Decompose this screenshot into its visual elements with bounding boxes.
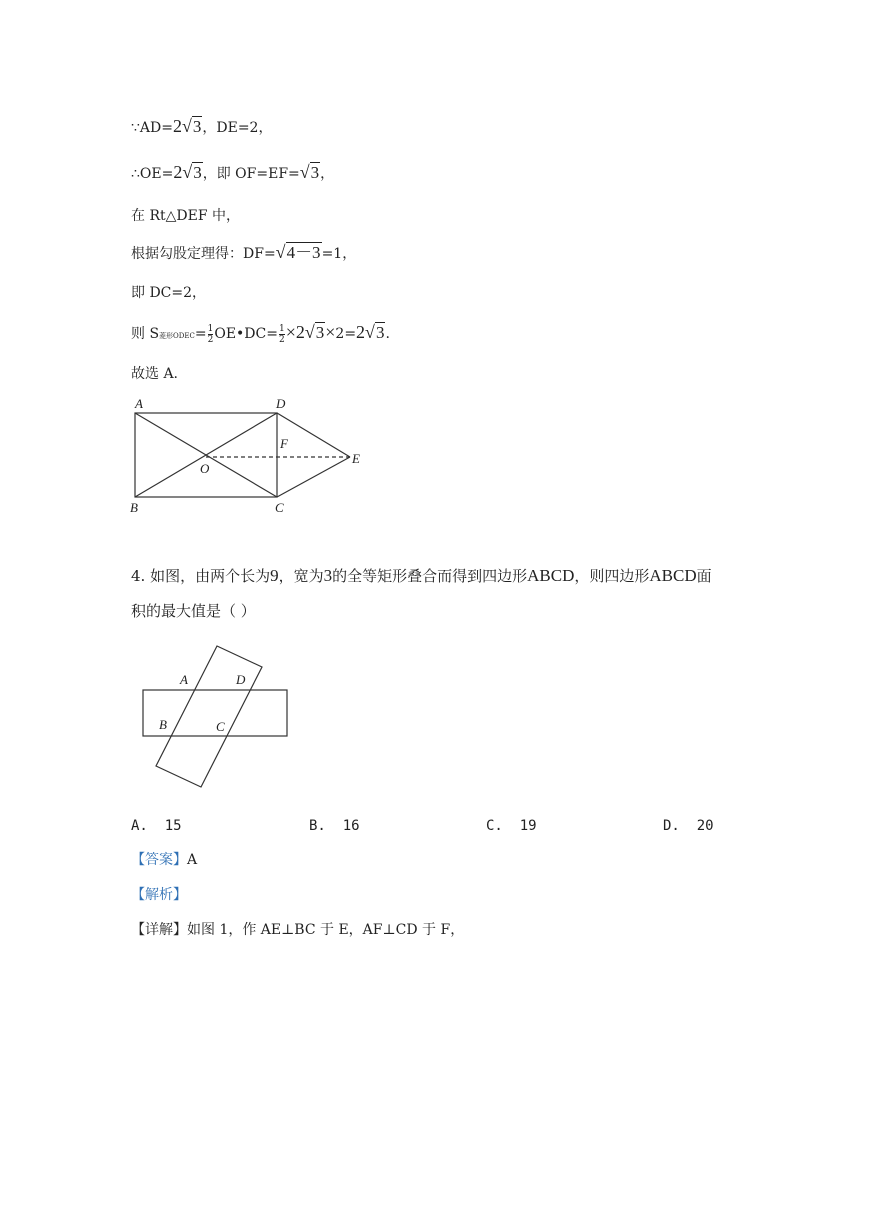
text: ，即 OF=EF=	[202, 166, 300, 182]
label-e: E	[352, 451, 360, 466]
option-label: A.	[131, 818, 148, 834]
answer-value: A	[187, 852, 198, 868]
solution-line-3: 在 Rt△DEF 中，	[131, 208, 240, 224]
option-value: 19	[519, 818, 537, 834]
option-label: D.	[663, 818, 680, 834]
text: 2=	[335, 326, 357, 342]
analysis-tag: 【解析】	[131, 887, 187, 903]
denominator: 2	[278, 334, 285, 345]
label-a: A	[180, 672, 188, 687]
text: 根据勾股定理得：DF=	[131, 246, 276, 262]
label-c: C	[216, 719, 225, 734]
text: 如图，由两个长为	[150, 567, 271, 585]
sqrt: √4－3	[275, 242, 321, 262]
analysis-line	[131, 885, 187, 905]
solution-line-7: 故选 A.	[131, 366, 179, 382]
text: ∵AD=	[131, 120, 173, 136]
times: ×	[285, 322, 296, 342]
text: 的全等矩形叠合而得到四边形	[332, 567, 528, 585]
answer-line	[131, 850, 197, 870]
sqrt: √3	[365, 322, 385, 342]
label-d: D	[236, 672, 246, 687]
sqrt: √3	[304, 322, 325, 342]
option-b[interactable]	[309, 818, 360, 834]
coefficient: 2	[173, 162, 183, 182]
option-value: 15	[164, 818, 182, 834]
label-f: F	[280, 436, 288, 451]
text: ，DE=2，	[202, 120, 273, 136]
text: ，宽为	[278, 567, 324, 585]
label-b: B	[159, 717, 167, 732]
detail-line	[131, 920, 464, 940]
solution-line-2	[131, 162, 334, 184]
text: 面	[696, 567, 712, 585]
radicand: 3	[310, 163, 320, 182]
option-value: 16	[342, 818, 360, 834]
label-c: C	[275, 500, 284, 515]
radicand: 3	[315, 323, 325, 342]
radicand: 3	[193, 163, 202, 182]
answer-tag: 【答案】	[131, 852, 187, 868]
radicand: 4－3	[286, 243, 321, 262]
denominator: 2	[207, 334, 214, 345]
solution-line-6	[131, 322, 390, 346]
solution-line-5: 即 DC=2，	[131, 285, 207, 301]
label-o: O	[200, 461, 210, 476]
times: ×	[325, 322, 336, 342]
length-value: 9	[270, 566, 279, 585]
label-d: D	[276, 396, 286, 411]
text: ，则四边形	[574, 567, 650, 585]
option-value: 20	[696, 818, 714, 834]
numerator: 1	[278, 323, 285, 334]
tilted-rectangle	[156, 646, 262, 787]
option-c[interactable]	[486, 818, 537, 834]
quad-name: ABCD	[649, 566, 697, 585]
quad-name: ABCD	[527, 566, 575, 585]
figure-overlapping-rectangles	[135, 640, 295, 795]
text: ，	[320, 166, 335, 182]
radicand: 3	[192, 117, 202, 136]
text: =	[194, 326, 207, 342]
sqrt: √3	[299, 162, 320, 182]
radicand: 3	[375, 323, 385, 342]
label-a: A	[135, 396, 143, 411]
solution-line-1	[131, 116, 272, 138]
text: OE•DC=	[214, 326, 278, 342]
solution-line-4	[131, 242, 356, 264]
fraction	[279, 324, 285, 345]
option-label: B.	[309, 818, 326, 834]
detail-tag: 【详解】	[131, 922, 187, 938]
option-label: C.	[486, 818, 503, 834]
figure-rectangle-rhombus	[125, 393, 375, 523]
label-b: B	[130, 500, 138, 515]
sqrt: √3	[181, 116, 202, 136]
subscript: 菱形ODEC	[159, 332, 195, 340]
coefficient: 2	[295, 322, 305, 342]
detail-text: 如图 1，作 AE⊥BC 于 E，AF⊥CD 于 F，	[187, 922, 465, 938]
text: .	[385, 326, 390, 342]
coefficient: 2	[172, 116, 182, 136]
option-a[interactable]	[131, 818, 182, 834]
numerator: 1	[207, 323, 214, 334]
option-d[interactable]	[663, 818, 714, 834]
segment-ce	[277, 457, 350, 497]
question-number: 4.	[131, 567, 146, 585]
fraction	[208, 324, 214, 345]
question-4-line-2: 积的最大值是（ ）	[131, 602, 256, 620]
text: 则 S	[131, 326, 160, 342]
width-value: 3	[323, 566, 333, 585]
sqrt: √3	[182, 162, 202, 182]
text: ∴OE=	[131, 166, 174, 182]
coefficient: 2	[356, 322, 366, 342]
question-4-line-1	[131, 565, 712, 587]
text: =1，	[321, 246, 357, 262]
